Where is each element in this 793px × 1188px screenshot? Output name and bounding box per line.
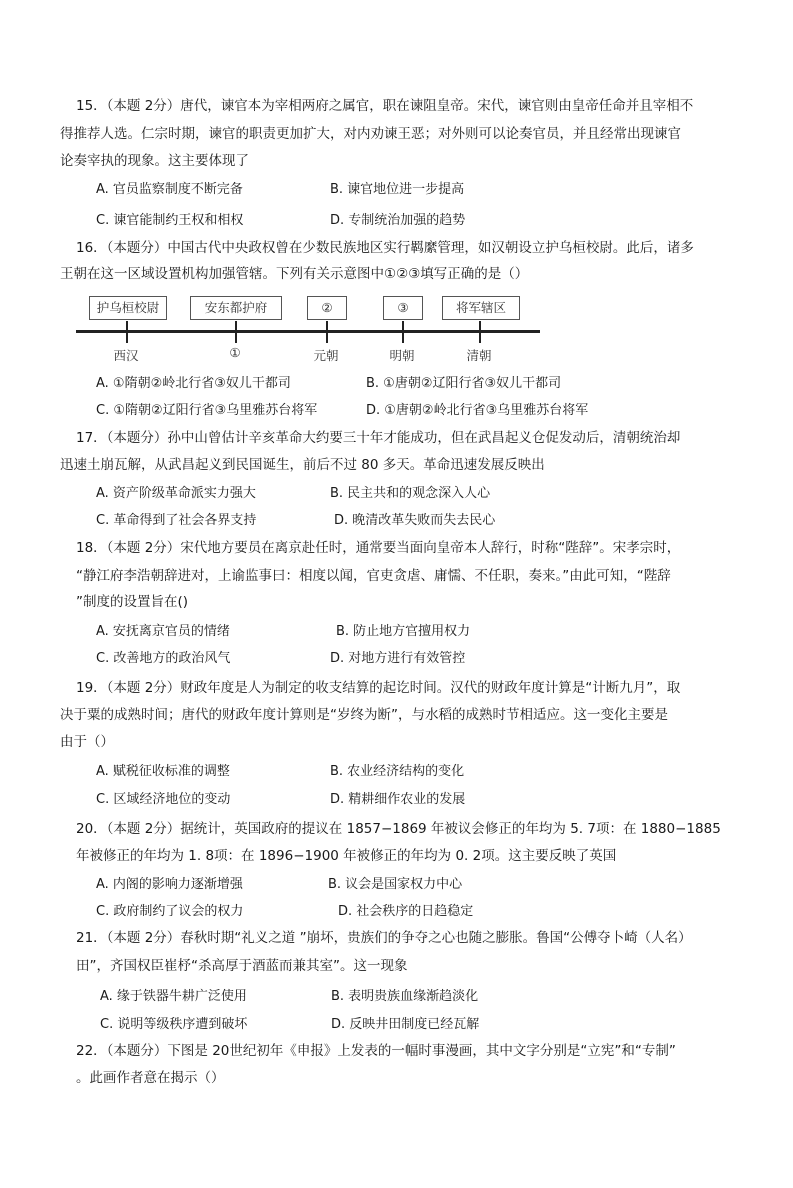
q20-option-d[interactable]: D. 社会秩序的日趋稳定 [338, 904, 474, 919]
q16-line-1: 16．（本题分）中国古代中央政权曾在少数民族地区实行羁縻管理，如汉朝设立护乌桓校尉。此后，诸多 [76, 240, 694, 256]
timeline-label-3: 元朝 [313, 348, 339, 363]
timeline-tick-3 [326, 321, 328, 343]
q18-option-d[interactable]: D. 对地方进行有效管控 [330, 651, 466, 666]
q15-option-c[interactable]: C. 谏官能制约王权和相权 [96, 213, 244, 228]
q17-line-2: 迅速土崩瓦解，从武昌起义到民国诞生，前后不过 80 多天。革命迅速发展反映出 [60, 457, 545, 473]
q21-option-b[interactable]: B. 表明贵族血缘渐趋淡化 [331, 989, 479, 1004]
timeline-label-5: 清朝 [466, 348, 492, 363]
timeline-tick-1 [126, 321, 128, 343]
q16-option-b[interactable]: B. ①唐朝②辽阳行省③奴儿干都司 [366, 376, 562, 391]
timeline-tick-2 [235, 321, 237, 343]
timeline-axis [76, 330, 540, 333]
q22-line-2: 。此画作者意在揭示（） [76, 1070, 225, 1086]
q17-line-1: 17．（本题分）孙中山曾估计辛亥革命大约要三十年才能成功，但在武昌起义仓促发动后，清朝统治却 [76, 430, 681, 446]
q17-option-c[interactable]: C. 革命得到了社会各界支持 [96, 513, 257, 528]
q16-line-2: 王朝在这一区域设置机构加强管辖。下列有关示意图中①②③填写正确的是（） [60, 266, 529, 282]
q18-option-a[interactable]: A. 安抚离京官员的情绪 [96, 624, 230, 639]
q18-line-1: 18．（本题 2分）宋代地方要员在离京赴任时，通常要当面向皇帝本人辞行，时称“陛辞”。宋孝宗时， [76, 540, 681, 556]
q15-line-1: 15．（本题 2分）唐代，谏官本为宰相两府之属官，职在谏阻皇帝。宋代，谏官则由皇帝任命并且宰相不 [76, 98, 694, 114]
q16-option-a[interactable]: A. ①隋朝②岭北行省③奴儿干都司 [96, 376, 291, 391]
timeline-label-1: 西汉 [113, 348, 139, 363]
q16-option-c[interactable]: C. ①隋朝②辽阳行省③乌里雅苏台将军 [96, 403, 318, 418]
q20-option-a[interactable]: A. 内阁的影响力逐渐增强 [96, 877, 243, 892]
q19-line-2: 决于粟的成熟时间；唐代的财政年度计算则是“岁终为断”，与水稻的成熟时节相适应。这一变化主要是 [60, 707, 668, 723]
q16-option-d[interactable]: D. ①唐朝②岭北行省③乌里雅苏台将军 [366, 403, 589, 418]
q19-option-b[interactable]: B. 农业经济结构的变化 [330, 764, 465, 779]
timeline-box-3: ② [307, 296, 347, 320]
q17-option-b[interactable]: B. 民主共和的观念深入人心 [330, 486, 491, 501]
q17-option-a[interactable]: A. 资产阶级革命派实力强大 [96, 486, 256, 501]
q21-line-2: 田”，齐国权臣崔杼“杀高厚于酒蓝而兼其室”。这一现象 [76, 958, 408, 974]
q19-option-d[interactable]: D. 精耕细作农业的发展 [330, 792, 466, 807]
q20-option-c[interactable]: C. 政府制约了议会的权力 [96, 904, 244, 919]
q18-line-3: ”制度的设置旨在() [76, 594, 189, 610]
q19-line-1: 19．（本题 2分）财政年度是人为制定的收支结算的起讫时间。汉代的财政年度计算是“计断九月”，取 [76, 680, 681, 696]
q21-option-c[interactable]: C. 说明等级秩序遭到破坏 [100, 1017, 248, 1032]
q20-line-1: 20．（本题 2分）据统计，英国政府的提议在 1857−1869 年被议会修正的年均为 5. 7项：在 1880−1885 [76, 821, 721, 837]
timeline-box-1: 护乌桓校尉 [89, 296, 167, 320]
q19-line-3: 由于（） [60, 734, 114, 750]
q15-line-2: 得推荐人选。仁宗时期，谏官的职责更加扩大，对内劝谏王恶；对外则可以论奏官员，并且经常出现谏官 [60, 126, 681, 142]
timeline-tick-5 [479, 321, 481, 343]
q18-line-2: “静江府李浩朝辞进对，上谕监事曰：相度以闻，官吏贪虐、庸懦、不任职，奏来。”由此可知，“陛辞 [76, 568, 671, 584]
q15-option-a[interactable]: A. 官员监察制度不断完备 [96, 182, 243, 197]
timeline-box-4: ③ [383, 296, 423, 320]
timeline-label-2: ① [229, 345, 241, 360]
q19-option-c[interactable]: C. 区域经济地位的变动 [96, 792, 231, 807]
timeline-box-2: 安东都护府 [190, 296, 282, 320]
q22-line-1: 22．（本题分）下图是 20世纪初年《申报》上发表的一幅时事漫画，其中文字分别是“立宪”和“专制” [76, 1043, 676, 1059]
q21-option-d[interactable]: D. 反映井田制度已经瓦解 [331, 1017, 480, 1032]
q18-option-c[interactable]: C. 改善地方的政治风气 [96, 651, 231, 666]
q20-option-b[interactable]: B. 议会是国家权力中心 [328, 877, 463, 892]
q21-line-1: 21．（本题 2分）春秋时期“礼义之道 ”崩坏，贵族们的争夺之心也随之膨胀。鲁国“公傅夺卜崎（人名） [76, 930, 692, 946]
timeline-box-5: 将军辖区 [442, 296, 520, 320]
timeline-tick-4 [402, 321, 404, 343]
q18-option-b[interactable]: B. 防止地方官擅用权力 [336, 624, 471, 639]
q17-option-d[interactable]: D. 晚清改革失败而失去民心 [334, 513, 496, 528]
q15-option-b[interactable]: B. 谏官地位进一步提高 [330, 182, 465, 197]
timeline-label-4: 明朝 [389, 348, 415, 363]
q15-option-d[interactable]: D. 专制统治加强的趋势 [330, 213, 466, 228]
q15-line-3: 论奏宰执的现象。这主要体现了 [60, 153, 249, 169]
q21-option-a[interactable]: A. 缘于铁器牛耕广泛使用 [100, 989, 247, 1004]
q19-option-a[interactable]: A. 赋税征收标准的调整 [96, 764, 230, 779]
q20-line-2: 年被修正的年均为 1. 8项：在 1896−1900 年被修正的年均为 0. 2项。这主要反映了英国 [76, 848, 617, 864]
